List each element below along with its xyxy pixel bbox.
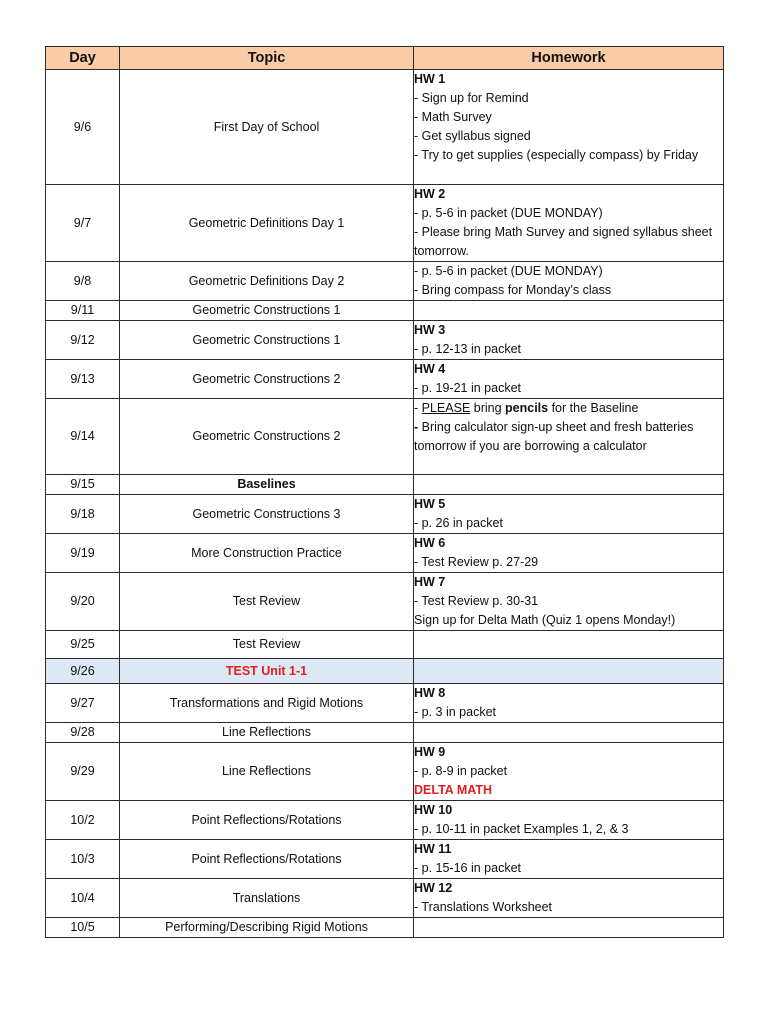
homework-line: HW 6 xyxy=(414,536,446,550)
homework-line: - p. 19-21 in packet xyxy=(414,381,522,395)
homework-cell xyxy=(414,495,724,534)
homework-line: - p. 8-9 in packet xyxy=(414,764,508,778)
homework-cell xyxy=(414,301,724,321)
homework-cell xyxy=(414,684,724,723)
table-row xyxy=(46,475,724,495)
homework-line: - Bring calculator sign-up sheet and fresh batteries tomorrow if you are borrowing a calculator xyxy=(414,420,694,453)
homework-cell xyxy=(414,262,724,301)
homework-cell xyxy=(414,801,724,840)
day-value: 9/20 xyxy=(70,594,95,608)
homework-line: - p. 15-16 in packet xyxy=(414,861,522,875)
topic-value: Baselines xyxy=(237,477,296,491)
homework-cell xyxy=(414,631,724,659)
homework-cell xyxy=(414,475,724,495)
table-row xyxy=(46,185,724,262)
homework-cell xyxy=(414,70,724,185)
homework-line: - p. 5-6 in packet (DUE MONDAY) xyxy=(414,264,603,278)
day-cell xyxy=(46,659,120,684)
topic-value: Point Reflections/Rotations xyxy=(191,851,342,866)
topic-value: Line Reflections xyxy=(222,725,311,739)
homework-line: HW 7 xyxy=(414,575,446,589)
homework-line: HW 2 xyxy=(414,187,446,201)
topic-value: Line Reflections xyxy=(222,764,311,778)
topic-value: Geometric Constructions 2 xyxy=(192,429,341,443)
day-value: 9/25 xyxy=(70,637,95,651)
homework-cell xyxy=(414,918,724,938)
homework-line: HW 8 xyxy=(414,686,446,700)
homework-line: HW 5 xyxy=(414,497,446,511)
topic-value: Geometric Constructions 1 xyxy=(192,303,341,317)
homework-column-header: Homework xyxy=(414,47,724,70)
topic-cell xyxy=(120,321,414,360)
homework-line: DELTA MATH xyxy=(414,783,492,797)
topic-cell xyxy=(120,70,414,185)
homework-line: - Test Review p. 27-29 xyxy=(414,555,539,569)
table-row xyxy=(46,918,724,938)
day-cell xyxy=(46,723,120,743)
day-cell xyxy=(46,399,120,475)
homework-line: - p. 10-11 in packet Examples 1, 2, & 3 xyxy=(414,822,629,836)
table-header xyxy=(46,47,724,70)
day-cell xyxy=(46,534,120,573)
homework-line: Sign up for Delta Math (Quiz 1 opens Monday!) xyxy=(414,613,676,627)
topic-cell xyxy=(120,495,414,534)
homework-schedule-table xyxy=(45,46,724,938)
topic-cell xyxy=(120,631,414,659)
homework-cell xyxy=(414,723,724,743)
homework-cell xyxy=(414,573,724,631)
homework-line: - PLEASE bring pencils for the Baseline xyxy=(414,401,639,415)
topic-value: First Day of School xyxy=(213,119,320,134)
day-cell xyxy=(46,918,120,938)
table-row xyxy=(46,840,724,879)
day-value: 9/19 xyxy=(70,545,95,560)
day-value: 9/15 xyxy=(70,477,95,491)
homework-line: - p. 26 in packet xyxy=(414,516,503,530)
homework-cell xyxy=(414,185,724,262)
day-cell xyxy=(46,301,120,321)
homework-line: - Test Review p. 30-31 xyxy=(414,594,539,608)
topic-cell xyxy=(120,185,414,262)
day-value: 9/18 xyxy=(70,506,95,521)
topic-cell xyxy=(120,573,414,631)
topic-cell xyxy=(120,918,414,938)
day-value: 10/4 xyxy=(70,890,95,905)
day-cell xyxy=(46,360,120,399)
topic-value: Geometric Constructions 3 xyxy=(192,506,341,521)
table-row xyxy=(46,684,724,723)
homework-cell xyxy=(414,743,724,801)
day-cell xyxy=(46,262,120,301)
topic-cell xyxy=(120,534,414,573)
homework-line: - Bring compass for Monday’s class xyxy=(414,283,612,297)
day-cell xyxy=(46,185,120,262)
topic-value: Geometric Definitions Day 2 xyxy=(188,273,345,288)
topic-value: More Construction Practice xyxy=(191,545,342,560)
table-row xyxy=(46,801,724,840)
day-value: 9/6 xyxy=(73,119,92,134)
day-value: 9/27 xyxy=(70,695,95,710)
topic-value: Geometric Constructions 1 xyxy=(192,332,341,347)
topic-cell xyxy=(120,840,414,879)
topic-value: Test Review xyxy=(232,594,301,608)
homework-cell xyxy=(414,534,724,573)
day-value: 9/7 xyxy=(73,215,92,230)
topic-cell xyxy=(120,743,414,801)
day-cell xyxy=(46,743,120,801)
homework-line: HW 4 xyxy=(414,362,446,376)
day-value: 9/14 xyxy=(70,429,95,443)
topic-cell xyxy=(120,684,414,723)
homework-line: HW 10 xyxy=(414,803,453,817)
homework-line: HW 11 xyxy=(414,842,452,856)
table-row xyxy=(46,659,724,684)
table-row xyxy=(46,321,724,360)
homework-line: - Try to get supplies (especially compass) by Friday xyxy=(414,148,699,162)
day-value: 9/8 xyxy=(73,273,92,288)
day-cell xyxy=(46,684,120,723)
homework-line: HW 12 xyxy=(414,881,453,895)
day-cell xyxy=(46,801,120,840)
homework-line: - p. 3 in packet xyxy=(414,705,496,719)
day-value: 9/29 xyxy=(70,764,95,778)
table-row xyxy=(46,743,724,801)
day-value: 9/28 xyxy=(70,725,95,739)
table-row xyxy=(46,70,724,185)
table-row xyxy=(46,534,724,573)
day-cell xyxy=(46,631,120,659)
topic-cell xyxy=(120,301,414,321)
homework-line: - Get syllabus signed xyxy=(414,129,531,143)
topic-value: Transformations and Rigid Motions xyxy=(169,695,364,710)
table-row xyxy=(46,573,724,631)
homework-cell xyxy=(414,399,724,475)
day-cell xyxy=(46,321,120,360)
homework-line: - p. 12-13 in packet xyxy=(414,342,522,356)
homework-cell xyxy=(414,879,724,918)
topic-cell xyxy=(120,723,414,743)
day-cell xyxy=(46,573,120,631)
table-row xyxy=(46,879,724,918)
table-row xyxy=(46,301,724,321)
table-row xyxy=(46,399,724,475)
day-value: 9/12 xyxy=(70,332,95,347)
homework-line: HW 9 xyxy=(414,745,446,759)
topic-value: TEST Unit 1-1 xyxy=(225,663,308,678)
day-cell xyxy=(46,70,120,185)
homework-line: - Math Survey xyxy=(414,110,492,124)
day-cell xyxy=(46,840,120,879)
topic-cell xyxy=(120,801,414,840)
table-row xyxy=(46,262,724,301)
homework-cell xyxy=(414,360,724,399)
homework-line: - p. 5-6 in packet (DUE MONDAY) xyxy=(414,206,603,220)
day-value: 9/11 xyxy=(70,303,95,317)
topic-value: Translations xyxy=(232,890,301,905)
table-row xyxy=(46,631,724,659)
homework-line: - Translations Worksheet xyxy=(414,900,553,914)
topic-value: Point Reflections/Rotations xyxy=(191,812,342,827)
day-value: 10/5 xyxy=(70,920,95,934)
topic-value: Geometric Constructions 2 xyxy=(192,371,341,386)
day-value: 9/13 xyxy=(70,371,95,386)
topic-value: Test Review xyxy=(232,637,301,651)
table-row xyxy=(46,495,724,534)
day-cell xyxy=(46,879,120,918)
day-value: 10/2 xyxy=(70,812,95,827)
day-cell xyxy=(46,475,120,495)
homework-line: - Please bring Math Survey and signed syllabus sheet tomorrow. xyxy=(414,225,713,258)
homework-cell xyxy=(414,659,724,684)
topic-cell xyxy=(120,360,414,399)
topic-cell xyxy=(120,879,414,918)
homework-line: HW 1 xyxy=(414,72,446,86)
day-value: 9/26 xyxy=(70,663,95,678)
topic-cell xyxy=(120,475,414,495)
topic-value: Geometric Definitions Day 1 xyxy=(188,215,345,230)
table-body xyxy=(46,70,724,938)
homework-cell xyxy=(414,321,724,360)
table-row xyxy=(46,360,724,399)
day-column-header: Day xyxy=(46,47,120,70)
topic-cell xyxy=(120,399,414,475)
homework-line: - Sign up for Remind xyxy=(414,91,529,105)
day-cell xyxy=(46,495,120,534)
homework-cell xyxy=(414,840,724,879)
day-value: 10/3 xyxy=(70,851,95,866)
table-row xyxy=(46,723,724,743)
topic-value: Performing/Describing Rigid Motions xyxy=(165,920,368,934)
topic-column-header: Topic xyxy=(120,47,414,70)
header-row xyxy=(46,47,724,70)
homework-line: HW 3 xyxy=(414,323,446,337)
topic-cell xyxy=(120,262,414,301)
topic-cell xyxy=(120,659,414,684)
